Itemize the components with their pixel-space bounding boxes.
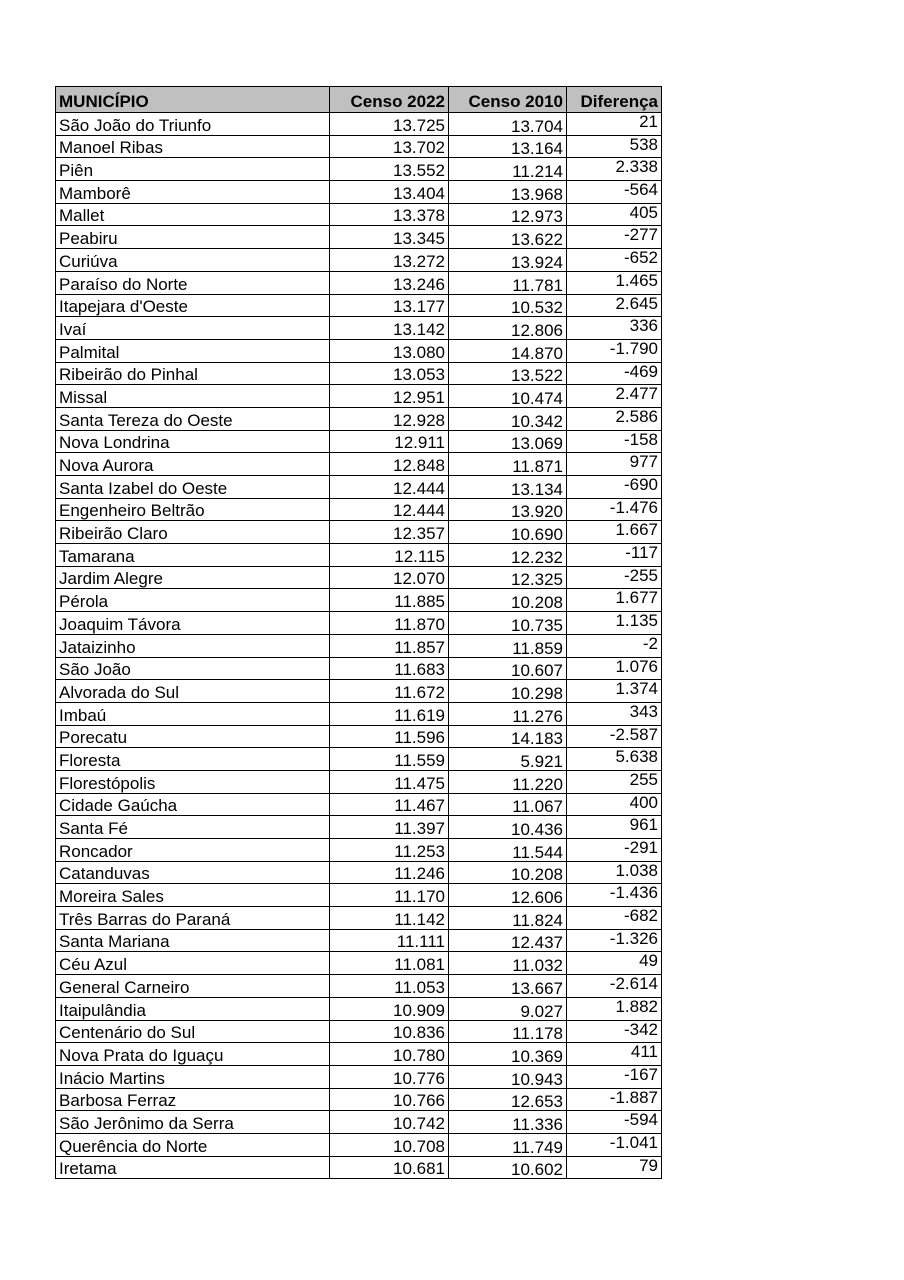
table-row	[56, 294, 662, 317]
censo-2010-cell: 10.342	[449, 407, 567, 430]
censo-2010-cell: 12.973	[449, 203, 567, 226]
censo-2010-cell: 10.369	[449, 1043, 567, 1066]
censo-2022-cell: 11.619	[330, 702, 449, 725]
censo-2022-cell: 11.246	[330, 861, 449, 884]
censo-2022-cell: 10.836	[330, 1020, 449, 1043]
diferenca-cell: 977	[567, 453, 662, 476]
censo-2010-cell: 10.474	[449, 385, 567, 408]
censo-2010-cell: 13.704	[449, 113, 567, 136]
diferenca-cell: 1.677	[567, 589, 662, 612]
diferenca-cell: 255	[567, 770, 662, 793]
censo-2010-cell: 10.943	[449, 1065, 567, 1088]
table-row	[56, 544, 662, 567]
diferenca-cell: -1.887	[567, 1088, 662, 1111]
municipio-cell: Ribeirão do Pinhal	[56, 362, 330, 385]
header-diferenca: Diferença	[567, 87, 662, 113]
municipio-cell: Pérola	[56, 589, 330, 612]
municipio-cell: Manoel Ribas	[56, 135, 330, 158]
censo-2010-cell: 11.824	[449, 907, 567, 930]
censo-2010-cell: 12.653	[449, 1088, 567, 1111]
table-row	[56, 861, 662, 884]
censo-2010-cell: 12.232	[449, 544, 567, 567]
censo-2010-cell: 13.968	[449, 181, 567, 204]
censo-2022-cell: 12.444	[330, 476, 449, 499]
table-body	[56, 113, 662, 1179]
diferenca-cell: -2.614	[567, 975, 662, 998]
censo-2022-cell: 13.053	[330, 362, 449, 385]
table-row	[56, 1156, 662, 1179]
censo-2022-cell: 10.780	[330, 1043, 449, 1066]
censo-2010-cell: 12.325	[449, 566, 567, 589]
censo-2010-cell: 13.522	[449, 362, 567, 385]
censo-2022-cell: 11.397	[330, 816, 449, 839]
diferenca-cell: 343	[567, 702, 662, 725]
table-row	[56, 226, 662, 249]
municipio-cell: Missal	[56, 385, 330, 408]
municipio-cell: Floresta	[56, 748, 330, 771]
censo-2010-cell: 13.924	[449, 249, 567, 272]
diferenca-cell: -682	[567, 907, 662, 930]
municipio-cell: Imbaú	[56, 702, 330, 725]
diferenca-cell: 400	[567, 793, 662, 816]
censo-2022-cell: 13.345	[330, 226, 449, 249]
municipio-cell: Tamarana	[56, 544, 330, 567]
diferenca-cell: -1.476	[567, 498, 662, 521]
diferenca-cell: 1.038	[567, 861, 662, 884]
municipio-cell: General Carneiro	[56, 975, 330, 998]
censo-2010-cell: 11.781	[449, 271, 567, 294]
censo-2022-cell: 13.080	[330, 339, 449, 362]
diferenca-cell: -469	[567, 362, 662, 385]
censo-2010-cell: 10.532	[449, 294, 567, 317]
diferenca-cell: -1.326	[567, 929, 662, 952]
table-row	[56, 929, 662, 952]
censo-2022-cell: 11.170	[330, 884, 449, 907]
table-row	[56, 271, 662, 294]
censo-2022-cell: 11.870	[330, 612, 449, 635]
diferenca-cell: -1.436	[567, 884, 662, 907]
diferenca-cell: -167	[567, 1065, 662, 1088]
censo-2022-cell: 11.111	[330, 929, 449, 952]
censo-2022-cell: 11.857	[330, 634, 449, 657]
diferenca-cell: 2.477	[567, 385, 662, 408]
censo-2022-cell: 10.681	[330, 1156, 449, 1179]
diferenca-cell: 1.882	[567, 997, 662, 1020]
censo-2022-cell: 11.053	[330, 975, 449, 998]
header-censo-2022: Censo 2022	[330, 87, 449, 113]
censo-2010-cell: 11.749	[449, 1133, 567, 1156]
table-header	[56, 87, 662, 113]
municipio-cell: Santa Izabel do Oeste	[56, 476, 330, 499]
censo-2022-cell: 10.776	[330, 1065, 449, 1088]
censo-2010-cell: 13.164	[449, 135, 567, 158]
table-row	[56, 793, 662, 816]
municipio-cell: São João	[56, 657, 330, 680]
censo-2010-cell: 13.667	[449, 975, 567, 998]
municipio-cell: Itapejara d'Oeste	[56, 294, 330, 317]
municipio-cell: Mallet	[56, 203, 330, 226]
censo-2022-cell: 11.142	[330, 907, 449, 930]
table-row	[56, 385, 662, 408]
municipio-cell: Céu Azul	[56, 952, 330, 975]
municipio-cell: Jardim Alegre	[56, 566, 330, 589]
censo-2010-cell: 11.859	[449, 634, 567, 657]
municipio-cell: Inácio Martins	[56, 1065, 330, 1088]
diferenca-cell: 1.667	[567, 521, 662, 544]
municipio-cell: Curiúva	[56, 249, 330, 272]
diferenca-cell: -2	[567, 634, 662, 657]
censo-2022-cell: 10.766	[330, 1088, 449, 1111]
diferenca-cell: -342	[567, 1020, 662, 1043]
censo-2022-cell: 12.357	[330, 521, 449, 544]
censo-2022-cell: 13.702	[330, 135, 449, 158]
municipio-cell: Iretama	[56, 1156, 330, 1179]
censo-2022-cell: 13.177	[330, 294, 449, 317]
diferenca-cell: 411	[567, 1043, 662, 1066]
diferenca-cell: 2.338	[567, 158, 662, 181]
diferenca-cell: 405	[567, 203, 662, 226]
diferenca-cell: -1.041	[567, 1133, 662, 1156]
diferenca-cell: 1.135	[567, 612, 662, 635]
census-table	[55, 86, 662, 1179]
table-row	[56, 203, 662, 226]
municipio-cell: Centenário do Sul	[56, 1020, 330, 1043]
table-row	[56, 453, 662, 476]
censo-2010-cell: 5.921	[449, 748, 567, 771]
table-row	[56, 113, 662, 136]
censo-2010-cell: 10.602	[449, 1156, 567, 1179]
censo-2022-cell: 13.404	[330, 181, 449, 204]
municipio-cell: Três Barras do Paraná	[56, 907, 330, 930]
diferenca-cell: -277	[567, 226, 662, 249]
municipio-cell: Porecatu	[56, 725, 330, 748]
censo-2010-cell: 11.336	[449, 1111, 567, 1134]
censo-2010-cell: 12.606	[449, 884, 567, 907]
table-row	[56, 884, 662, 907]
municipio-cell: Alvorada do Sul	[56, 680, 330, 703]
diferenca-cell: -158	[567, 430, 662, 453]
diferenca-cell: 1.374	[567, 680, 662, 703]
censo-2022-cell: 10.742	[330, 1111, 449, 1134]
municipio-cell: Joaquim Távora	[56, 612, 330, 635]
table-row	[56, 181, 662, 204]
header-row	[56, 87, 662, 113]
table-row	[56, 362, 662, 385]
censo-2022-cell: 12.951	[330, 385, 449, 408]
censo-2022-cell: 13.725	[330, 113, 449, 136]
municipio-cell: Cidade Gaúcha	[56, 793, 330, 816]
table-row	[56, 997, 662, 1020]
diferenca-cell: 1.076	[567, 657, 662, 680]
censo-2010-cell: 10.690	[449, 521, 567, 544]
censo-2022-cell: 11.467	[330, 793, 449, 816]
table-row	[56, 952, 662, 975]
table-row	[56, 770, 662, 793]
table-row	[56, 476, 662, 499]
table-row	[56, 839, 662, 862]
municipio-cell: Paraíso do Norte	[56, 271, 330, 294]
censo-2010-cell: 13.920	[449, 498, 567, 521]
municipio-cell: Santa Fé	[56, 816, 330, 839]
censo-2010-cell: 11.067	[449, 793, 567, 816]
table-row	[56, 725, 662, 748]
censo-2010-cell: 10.208	[449, 861, 567, 884]
municipio-cell: Santa Mariana	[56, 929, 330, 952]
municipio-cell: Palmital	[56, 339, 330, 362]
censo-2010-cell: 9.027	[449, 997, 567, 1020]
municipio-cell: Nova Prata do Iguaçu	[56, 1043, 330, 1066]
censo-2010-cell: 10.436	[449, 816, 567, 839]
table-row	[56, 657, 662, 680]
table-row	[56, 1088, 662, 1111]
municipio-cell: Santa Tereza do Oeste	[56, 407, 330, 430]
censo-2022-cell: 13.272	[330, 249, 449, 272]
censo-2010-cell: 11.276	[449, 702, 567, 725]
censo-2010-cell: 10.208	[449, 589, 567, 612]
censo-2022-cell: 11.683	[330, 657, 449, 680]
municipio-cell: Ivaí	[56, 317, 330, 340]
municipio-cell: Barbosa Ferraz	[56, 1088, 330, 1111]
municipio-cell: Roncador	[56, 839, 330, 862]
municipio-cell: Mamborê	[56, 181, 330, 204]
censo-2010-cell: 11.178	[449, 1020, 567, 1043]
diferenca-cell: 1.465	[567, 271, 662, 294]
censo-2022-cell: 11.596	[330, 725, 449, 748]
municipio-cell: Querência do Norte	[56, 1133, 330, 1156]
censo-2022-cell: 12.911	[330, 430, 449, 453]
table-row	[56, 430, 662, 453]
diferenca-cell: 79	[567, 1156, 662, 1179]
table-row	[56, 317, 662, 340]
diferenca-cell: -117	[567, 544, 662, 567]
diferenca-cell: -652	[567, 249, 662, 272]
censo-2010-cell: 10.735	[449, 612, 567, 635]
table-row	[56, 498, 662, 521]
censo-2022-cell: 13.246	[330, 271, 449, 294]
censo-2022-cell: 11.885	[330, 589, 449, 612]
censo-2010-cell: 11.214	[449, 158, 567, 181]
table-row	[56, 702, 662, 725]
diferenca-cell: 5.638	[567, 748, 662, 771]
municipio-cell: São João do Triunfo	[56, 113, 330, 136]
table-row	[56, 1043, 662, 1066]
diferenca-cell: 336	[567, 317, 662, 340]
table-row	[56, 1133, 662, 1156]
municipio-cell: Nova Aurora	[56, 453, 330, 476]
diferenca-cell: -291	[567, 839, 662, 862]
header-municipio: MUNICÍPIO	[56, 87, 330, 113]
municipio-cell: Catanduvas	[56, 861, 330, 884]
censo-2022-cell: 13.378	[330, 203, 449, 226]
table-row	[56, 680, 662, 703]
municipio-cell: Florestópolis	[56, 770, 330, 793]
censo-2010-cell: 13.134	[449, 476, 567, 499]
diferenca-cell: -2.587	[567, 725, 662, 748]
censo-2010-cell: 11.871	[449, 453, 567, 476]
municipio-cell: Nova Londrina	[56, 430, 330, 453]
censo-2022-cell: 11.081	[330, 952, 449, 975]
table-row	[56, 407, 662, 430]
municipio-cell: São Jerônimo da Serra	[56, 1111, 330, 1134]
censo-2010-cell: 14.870	[449, 339, 567, 362]
diferenca-cell: 538	[567, 135, 662, 158]
municipio-cell: Piên	[56, 158, 330, 181]
censo-2022-cell: 12.444	[330, 498, 449, 521]
table-row	[56, 1111, 662, 1134]
table-row	[56, 634, 662, 657]
censo-2010-cell: 12.437	[449, 929, 567, 952]
table-row	[56, 249, 662, 272]
censo-2022-cell: 11.475	[330, 770, 449, 793]
table-row	[56, 612, 662, 635]
censo-2010-cell: 14.183	[449, 725, 567, 748]
censo-2022-cell: 12.070	[330, 566, 449, 589]
diferenca-cell: 2.586	[567, 407, 662, 430]
table-row	[56, 975, 662, 998]
diferenca-cell: 49	[567, 952, 662, 975]
censo-2010-cell: 13.622	[449, 226, 567, 249]
censo-2022-cell: 10.909	[330, 997, 449, 1020]
censo-2022-cell: 13.552	[330, 158, 449, 181]
censo-2022-cell: 11.253	[330, 839, 449, 862]
censo-2010-cell: 11.220	[449, 770, 567, 793]
diferenca-cell: -594	[567, 1111, 662, 1134]
diferenca-cell: 2.645	[567, 294, 662, 317]
censo-2010-cell: 10.298	[449, 680, 567, 703]
municipio-cell: Jataizinho	[56, 634, 330, 657]
municipio-cell: Itaipulândia	[56, 997, 330, 1020]
table-row	[56, 135, 662, 158]
municipio-cell: Moreira Sales	[56, 884, 330, 907]
municipio-cell: Ribeirão Claro	[56, 521, 330, 544]
censo-2010-cell: 13.069	[449, 430, 567, 453]
censo-2022-cell: 12.115	[330, 544, 449, 567]
censo-2010-cell: 12.806	[449, 317, 567, 340]
diferenca-cell: -1.790	[567, 339, 662, 362]
header-censo-2010: Censo 2010	[449, 87, 567, 113]
table-row	[56, 1020, 662, 1043]
censo-2022-cell: 11.559	[330, 748, 449, 771]
censo-2010-cell: 11.032	[449, 952, 567, 975]
diferenca-cell: 21	[567, 113, 662, 136]
table-row	[56, 589, 662, 612]
table-row	[56, 1065, 662, 1088]
diferenca-cell: -690	[567, 476, 662, 499]
table-row	[56, 158, 662, 181]
table-row	[56, 566, 662, 589]
censo-2022-cell: 10.708	[330, 1133, 449, 1156]
censo-2022-cell: 12.848	[330, 453, 449, 476]
diferenca-cell: -564	[567, 181, 662, 204]
diferenca-cell: -255	[567, 566, 662, 589]
censo-2022-cell: 12.928	[330, 407, 449, 430]
municipio-cell: Engenheiro Beltrão	[56, 498, 330, 521]
table-row	[56, 339, 662, 362]
censo-2022-cell: 11.672	[330, 680, 449, 703]
table-row	[56, 816, 662, 839]
censo-2010-cell: 10.607	[449, 657, 567, 680]
censo-2010-cell: 11.544	[449, 839, 567, 862]
table-row	[56, 521, 662, 544]
diferenca-cell: 961	[567, 816, 662, 839]
table-row	[56, 748, 662, 771]
municipio-cell: Peabiru	[56, 226, 330, 249]
table-row	[56, 907, 662, 930]
censo-2022-cell: 13.142	[330, 317, 449, 340]
